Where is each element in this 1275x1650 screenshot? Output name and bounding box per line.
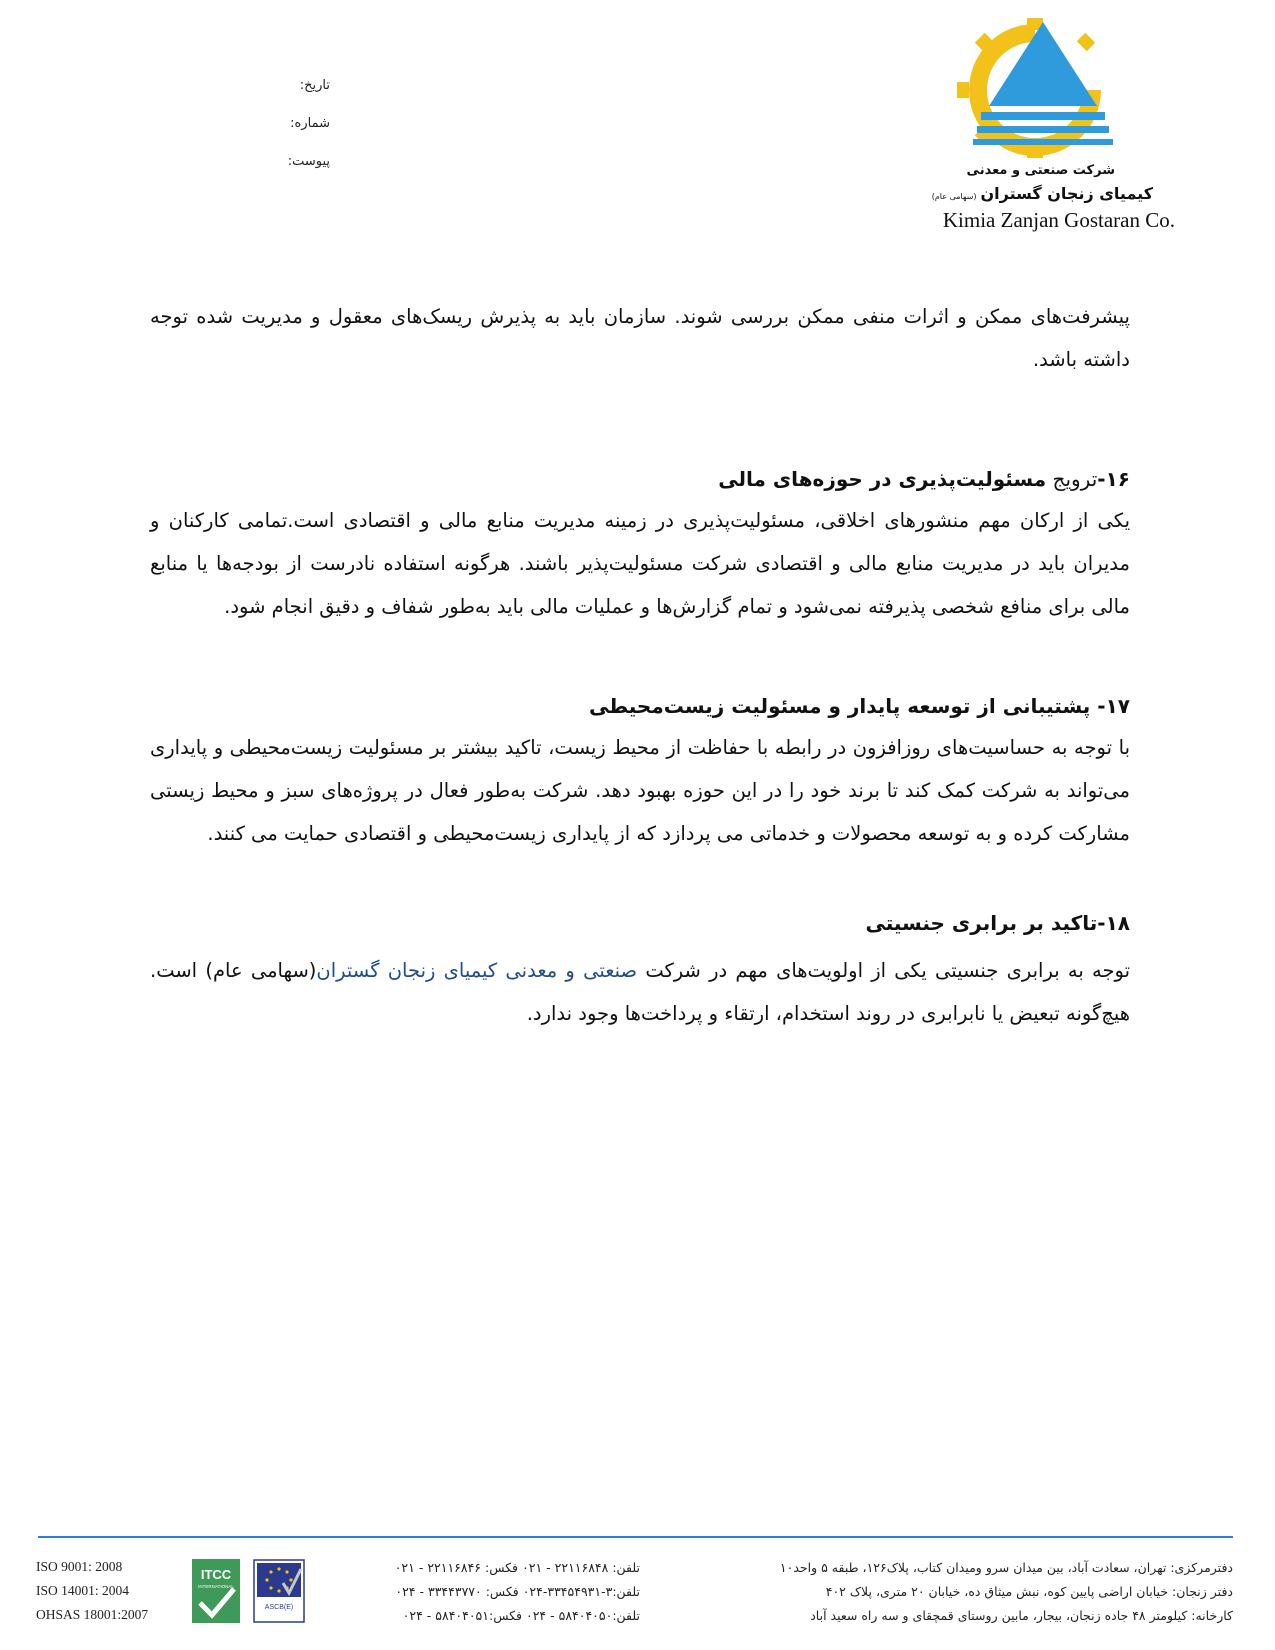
body-text-after: (سهامی عام) است. هیچ‌گونه تبعیض یا نابرابری در روند استخدام، ارتقاء و پرداخت‌ها وجود ندارد.	[150, 959, 1130, 1025]
footer-addresses	[633, 1556, 1233, 1628]
phone-zanjan-office: تلفن:۳-۳۳۴۵۴۹۳۱-۰۲۴ فکس: ۳۳۴۴۳۷۷۰ - ۰۲۴	[395, 1584, 640, 1599]
footer-phones	[310, 1556, 640, 1628]
section-heading	[150, 686, 1130, 726]
itcc-badge-label: ITCC	[200, 1567, 232, 1582]
itcc-badge-sublabel: INTERNATIONAL	[198, 1584, 234, 1589]
section-title: پشتیبانی از توسعه پایدار و مسئولیت زیست‌محیطی	[589, 694, 1091, 718]
address-zanjan-office: دفتر زنجان: خیابان اراضی پایین کوه، نبش میثاق ده، خیابان ۲۰ متری، پلاک ۴۰۲	[825, 1584, 1233, 1599]
company-name	[932, 184, 1153, 203]
number-label: شماره:	[290, 116, 330, 131]
date-label: تاریخ:	[299, 78, 330, 93]
ascb-badge-label: ASCB(E)	[264, 1604, 294, 1611]
iso-certifications	[36, 1555, 148, 1627]
itcc-certification-badge-icon	[192, 1559, 240, 1623]
phone-head-office: تلفن: ۲۲۱۱۶۸۴۸ - ۰۲۱ فکس: ۲۲۱۱۶۸۴۶ - ۰۲۱	[394, 1560, 640, 1575]
company-name-text: کیمیای زنجان گستران	[980, 184, 1153, 203]
address-factory: کارخانه: کیلومتر ۴۸ جاده زنجان، بیجار، مابین روستای قمچقای و سه راه سعید آباد	[810, 1608, 1233, 1623]
section-number: ۱۷-	[1090, 694, 1130, 718]
letter-meta	[240, 78, 330, 192]
letter-body	[150, 295, 1130, 1035]
footer-divider	[38, 1536, 1233, 1538]
company-link-text: صنعتی و معدنی کیمیای زنجان گستران	[316, 959, 638, 982]
iso-9001: ISO 9001: 2008	[36, 1559, 123, 1574]
attachment-label: پیوست:	[287, 154, 330, 169]
section-number: ۱۸-	[1097, 911, 1130, 935]
ohsas-18001: OHSAS 18001:2007	[36, 1607, 149, 1622]
section-body: یکی از ارکان مهم منشورهای اخلاقی، مسئولیت‌پذیری در زمینه مدیریت منابع مالی و اقتصادی است.تمامی کارکنان و مدیران باید در مدیریت منابع مالی و اقتصادی شرکت مسئولیت‌پذیر باشند. هرگونه استفاده نادرست از بودجه‌ها یا منابع مالی برای منافع شخصی پذیرفته نمی‌شود و تمام گزارش‌ها و عملیات مالی باید به‌طور شفاف و دقیق انجام شود.	[150, 509, 1130, 618]
company-logo	[875, 18, 1175, 238]
company-name-english: Kimia Zanjan Gostaran Co.	[942, 208, 1175, 232]
company-suffix: (سهامی عام)	[931, 192, 977, 201]
phone-factory: تلفن:۵۸۴۰۴۰۵۰ - ۰۲۴ فکس:۵۸۴۰۴۰۵۱ - ۰۲۴	[402, 1608, 640, 1623]
iso-14001: ISO 14001: 2004	[36, 1583, 130, 1598]
section-body	[150, 949, 1130, 1035]
gear-triangle-logo-icon	[955, 18, 1115, 158]
section-title: مسئولیت‌پذیری در حوزه‌های مالی	[718, 467, 1047, 491]
section-body: با توجه به حساسیت‌های روزافزون در رابطه با حفاظت از محیط زیست، تاکید بیشتر بر مسئولیت زیست‌محیطی و پایداری می‌تواند به شرکت کمک کند تا برند خود را در این حوزه بهبود دهد. شرکت به‌طور فعال در پروژه‌های سبز و محیط زیستی مشارکت کرده و به توسعه محصولات و خدماتی می پردازد که از پایداری زیست‌محیطی و اقتصادی حمایت می کنند.	[150, 736, 1130, 845]
body-text-before: توجه به برابری جنسیتی یکی از اولویت‌های مهم در شرکت	[637, 959, 1130, 982]
ascb-certification-badge-icon	[253, 1559, 305, 1623]
section-heading	[150, 459, 1130, 499]
section-heading	[150, 903, 1130, 943]
section-title: تاکید بر برابری جنسیتی	[865, 911, 1098, 935]
intro-paragraph: پیشرفت‌های ممکن و اثرات منفی ممکن بررسی شوند. سازمان باید به پذیرش ریسک‌های معقول و مدیریت شده توجه داشته باشد.	[150, 305, 1130, 371]
address-head-office: دفترمرکزی: تهران، سعادت آباد، بین میدان سرو ومیدان کتاب، پلاک۱۲۶، طبقه ۵ واحد۱۰	[779, 1560, 1233, 1575]
section-title-plain: ترویج	[1046, 467, 1098, 491]
section-16	[150, 459, 1130, 628]
section-number: ۱۶-	[1097, 467, 1130, 491]
section-17	[150, 686, 1130, 855]
section-18	[150, 903, 1130, 1035]
company-type: شرکت صنعتی و معدنی	[966, 163, 1115, 178]
